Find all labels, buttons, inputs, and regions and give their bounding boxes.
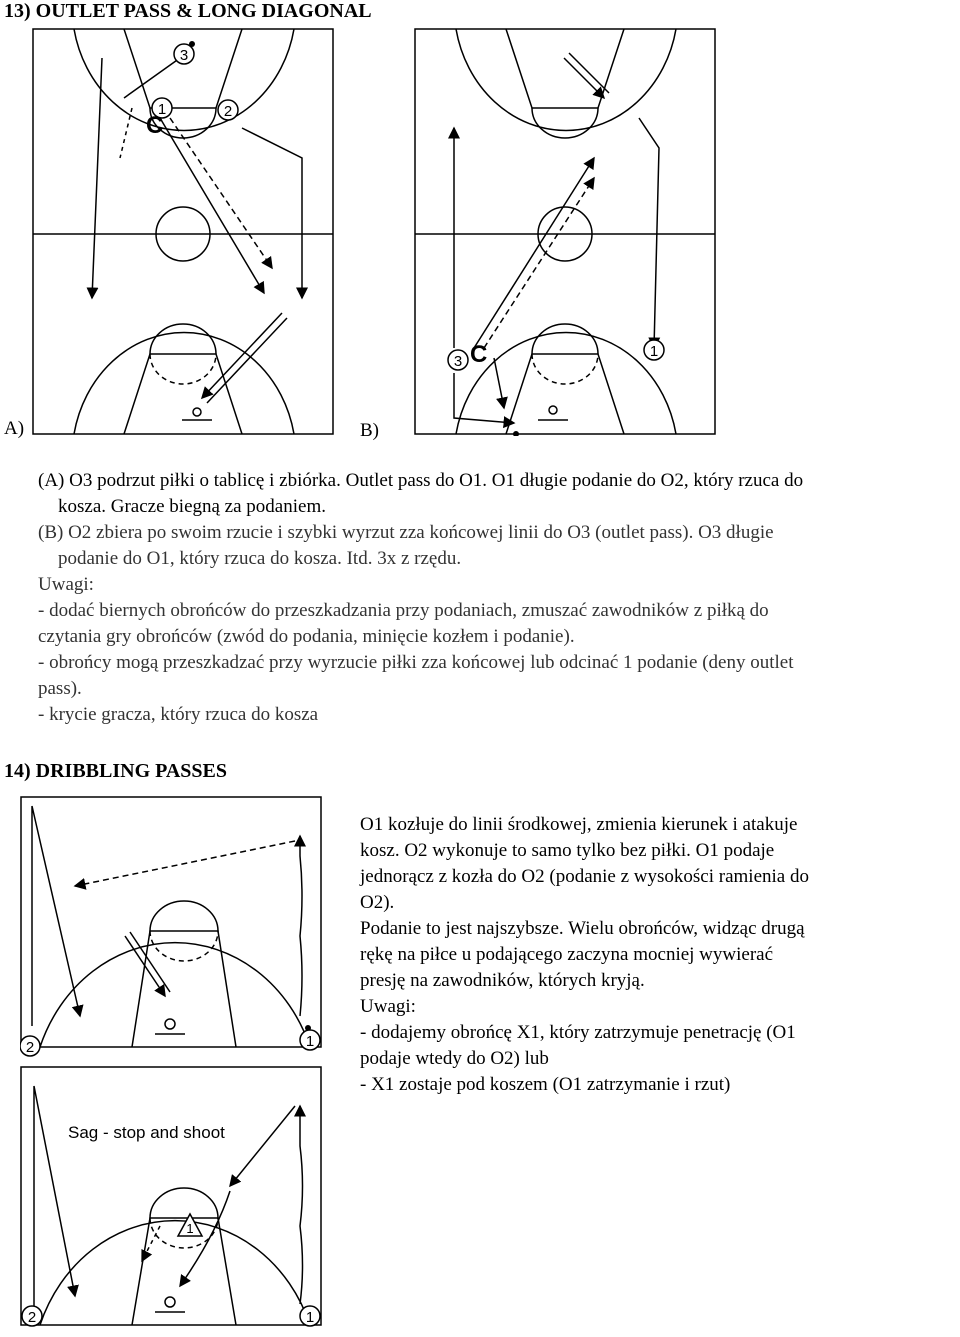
player-1-label-top: 1 xyxy=(305,1033,315,1050)
text-line: podanie do O1, który rzuca do kosza. Itd. 3x z rzędu. xyxy=(58,548,462,569)
text-line: - krycie gracza, który rzuca do kosza xyxy=(38,704,319,725)
text-line: podaje wtedy do O2) lub xyxy=(360,1048,549,1069)
court-diagram-b xyxy=(414,28,716,436)
text-line: rękę na piłce u podającego zaczyna mocniej wywierać xyxy=(360,944,774,965)
text-line: Podanie to jest najszybsze. Wielu obrońców, widząc drugą xyxy=(360,918,805,939)
text-line: O2). xyxy=(360,892,395,913)
half-court-diagram-bottom xyxy=(20,1066,322,1328)
text-line: Uwagi: xyxy=(360,996,416,1017)
text-line: O1 kozłuje do linii środkowej, zmienia kierunek i atakuje xyxy=(360,814,798,835)
player-1-label-bottom: 1 xyxy=(305,1309,315,1326)
player-1-label-a: 1 xyxy=(157,101,167,118)
section-13-description xyxy=(38,468,954,728)
coach-label-b: C xyxy=(470,341,488,368)
section-14-description xyxy=(360,812,920,1098)
diagram-b-label: B) xyxy=(360,420,379,441)
diagram-a-label: A) xyxy=(4,418,25,439)
section-14-title: 14) DRIBBLING PASSES xyxy=(4,760,228,782)
text-line: presję na zawodników, których kryją. xyxy=(360,970,645,991)
court-boundary xyxy=(33,29,333,434)
text-line: czytania gry obrońców (zwód do podania, minięcie kozłem i podanie). xyxy=(38,626,575,647)
text-line: - X1 zostaje pod koszem (O1 zatrzymanie i rzut) xyxy=(360,1074,731,1095)
player-3-label-a: 3 xyxy=(179,47,189,64)
court-diagram-a xyxy=(32,28,334,436)
text-line: - obrońcy mogą przeszkadzać przy wyrzucie piłki zza końcowej lub odcinać 1 podanie (deny outlet xyxy=(38,652,794,673)
player-1-label-b: 1 xyxy=(649,343,659,360)
diagram-caption: Sag - stop and shoot xyxy=(68,1123,225,1142)
text-line: kosz. O2 wykonuje to samo tylko bez piłki. O1 podaje xyxy=(360,840,775,861)
defender-x1-label: 1 xyxy=(186,1221,194,1236)
coach-label-a: C xyxy=(146,112,164,139)
text-line: pass). xyxy=(38,678,82,699)
text-line: (B) O2 zbiera po swoim rzucie i szybki wyrzut zza końcowej linii do O3 (outlet pass). O3 długie xyxy=(38,522,774,543)
text-line: (A) O3 podrzut piłki o tablicę i zbiórka. Outlet pass do O1. O1 długie podanie do O2, który rzuca do xyxy=(38,470,804,491)
text-line: jednorącz z kozła do O2 (podanie z wysokości ramienia do xyxy=(360,866,809,887)
text-line: kosza. Gracze biegną za podaniem. xyxy=(58,496,326,517)
player-2-label-a: 2 xyxy=(223,103,233,120)
text-line: - dodać biernych obrońców do przeszkadzania przy podaniach, zmuszać zawodników z piłką do xyxy=(38,600,769,621)
half-court-diagram-top xyxy=(20,796,322,1058)
player-2-label-bottom: 2 xyxy=(27,1309,37,1326)
player-2-label-top: 2 xyxy=(25,1039,35,1056)
section-13-title: 13) OUTLET PASS & LONG DIAGONAL xyxy=(4,0,372,22)
text-line: - dodajemy obrońcę X1, który zatrzymuje penetrację (O1 xyxy=(360,1022,796,1043)
text-line: Uwagi: xyxy=(38,574,94,595)
player-3-label-b: 3 xyxy=(453,353,463,370)
